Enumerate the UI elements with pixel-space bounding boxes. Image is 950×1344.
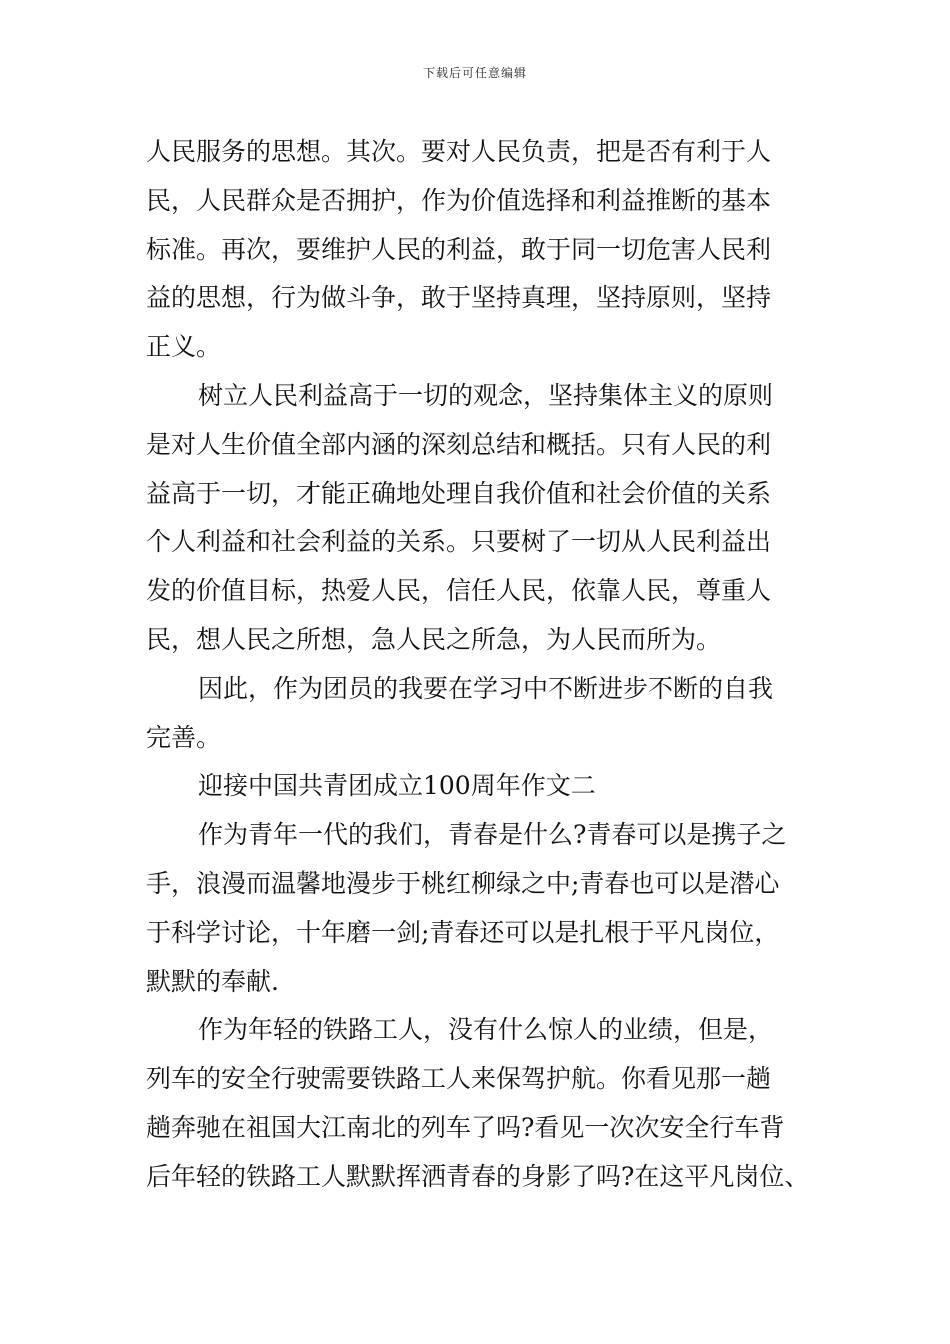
text-line: 作为年轻的铁路工人，没有什么惊人的业绩，但是，	[198, 1015, 774, 1045]
text-line: 因此，作为团员的我要在学习中不断进步不断的自我	[198, 673, 774, 703]
text-line: 趟奔驰在祖国大江南北的列车了吗?看见一次次安全行车背	[146, 1112, 785, 1142]
document-body	[146, 128, 826, 1202]
text-line: 人民服务的思想。其次。要对人民负责，把是否有利于人	[146, 137, 772, 166]
text-line: 后年轻的铁路工人默默挥洒青春的身影了吗?在这平凡岗位、	[146, 1161, 810, 1191]
text-line: 个人利益和社会利益的关系。只要树了一切从人民利益出	[146, 527, 772, 557]
text-line: 默默的奉献.	[146, 966, 279, 996]
text-line: 益的思想，行为做斗争，敢于坚持真理，坚持原则，坚持	[146, 283, 772, 313]
text-line: 发的价值目标，热爱人民，信任人民，依靠人民，尊重人	[146, 576, 772, 606]
text-line: 作为青年一代的我们，青春是什么?青春可以是携子之	[198, 820, 787, 850]
text-line: 于科学讨论，十年磨一剑;青春还可以是扎根于平凡岗位，	[146, 917, 780, 947]
page-header: 下载后可任意编辑	[422, 66, 527, 80]
text-line: 民，想人民之所想，急人民之所急，为人民而所为。	[146, 624, 722, 654]
text-line: 标准。再次，要维护人民的利益，敢于同一切危害人民利	[146, 234, 772, 264]
text-line: 完善。	[146, 722, 222, 752]
text-line: 迎接中国共青团成立100周年作文二	[198, 771, 596, 801]
text-line: 手，浪漫而温馨地漫步于桃红柳绿之中;青春也可以是潜心	[146, 868, 780, 898]
text-line: 列车的安全行驶需要铁路工人来保驾护航。你看见那一趟	[146, 1064, 772, 1094]
text-line: 益高于一切，才能正确地处理自我价值和社会价值的关系	[146, 478, 772, 508]
text-line: 正义。	[146, 332, 222, 362]
text-line: 树立人民利益高于一切的观念，坚持集体主义的原则	[198, 380, 774, 410]
text-line: 民，人民群众是否拥护，作为价值选择和利益推断的基本	[146, 185, 772, 215]
text-line: 是对人生价值全部内涵的深刻总结和概括。只有人民的利	[146, 429, 772, 459]
